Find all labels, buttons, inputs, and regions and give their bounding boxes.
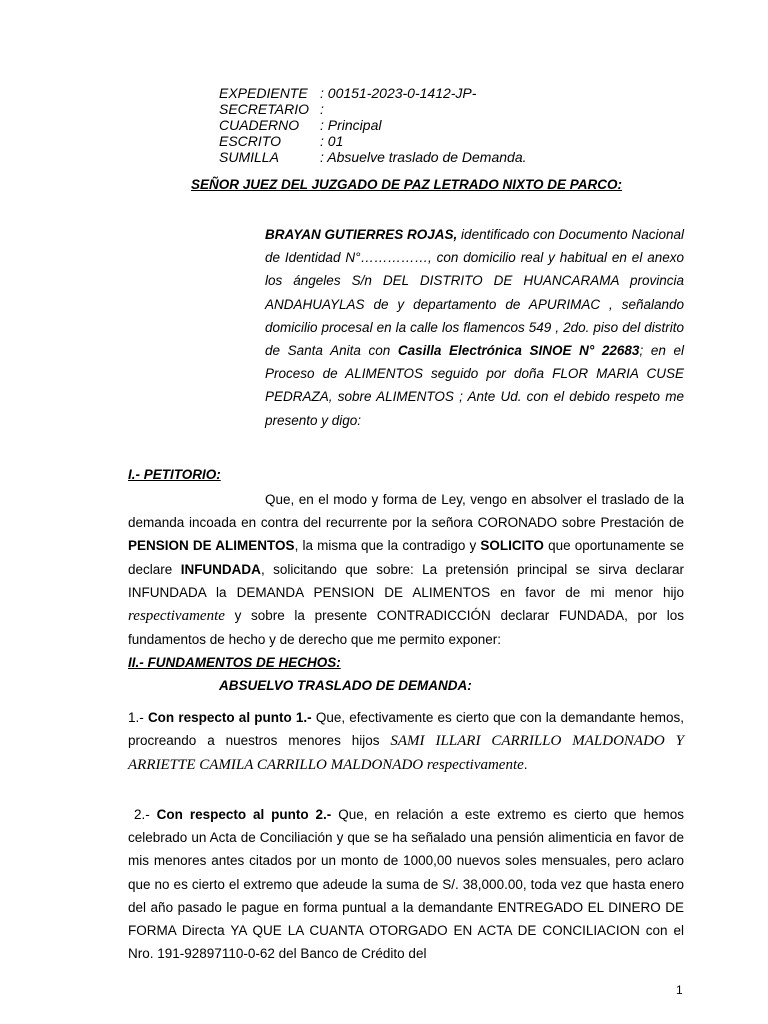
- children-names: SAMI ILLARI CARRILLO MALDONADO Y ARRIETTE CAMILA CARRILLO MALDONADO respectivamente: [128, 733, 684, 774]
- point-number: 2.-: [134, 807, 157, 822]
- court-title: [0, 177, 768, 192]
- point-number: 1.-: [128, 710, 148, 725]
- header-label: SECRETARIO: [219, 101, 309, 117]
- petitorio-text: , solicitando que sobre: La pretensión principal se sirva declarar INFUNDADA la DEMANDA PENSION DE ALIMENTOS en favor de mi menor hijo: [128, 561, 684, 600]
- header-value: :: [320, 101, 324, 117]
- point-lead: Con respecto al punto 1.-: [147, 710, 312, 725]
- court-title-text: SEÑOR JUEZ DEL JUZGADO DE PAZ LETRADO NIXTO DE PARCO:: [190, 177, 623, 192]
- header-label: ESCRITO: [219, 133, 281, 149]
- section-title-petitorio: I.- PETITORIO:: [128, 467, 221, 482]
- petitorio-bold: SOLICITO: [480, 538, 544, 554]
- petitorio-paragraph: [128, 488, 684, 651]
- point-text: .: [523, 757, 528, 773]
- header-label: CUADERNO: [219, 117, 300, 133]
- section-title-fundamentos: II.- FUNDAMENTOS DE HECHOS:: [128, 655, 341, 670]
- header-row-expediente: [219, 85, 527, 101]
- petitorio-text: , la misma que la contradigo y: [294, 538, 481, 554]
- petitorio-text: y sobre la presente CONTRADICCIÓN declarar FUNDADA, por los fundamentos de hecho y de derecho que me permito exponer:: [128, 608, 684, 648]
- case-header: [219, 85, 527, 165]
- header-label: SUMILLA: [219, 149, 279, 165]
- petitorio-text: Que, en el modo y forma de Ley, vengo en absolver el traslado de la demanda incoada en contra del recurrente por la señora CORONADO sobre Prestación de: [128, 492, 684, 531]
- point-1-paragraph: [128, 706, 684, 778]
- casilla-sinoe: Casilla Electrónica SINOE N° 22683: [397, 343, 640, 359]
- intro-text-1: identificado con Documento Nacional de Identidad N°……………, con domicilio real y habitual en el anexo los ángeles S/n DEL DISTRITO DE HUANCARAMA provincia ANDAHUAYLAS de y departamento de APURIMAC , señalando domicilio procesal en la calle los flamencos 549 , 2do. piso del distrito de Santa Anita con: [265, 227, 684, 359]
- header-row-escrito: [219, 133, 527, 149]
- petitioner-name: BRAYAN GUTIERRES ROJAS,: [265, 227, 458, 242]
- page-number: 1: [676, 983, 683, 997]
- petitorio-bold: PENSION DE ALIMENTOS: [128, 538, 295, 554]
- header-row-sumilla: [219, 149, 527, 165]
- point-text: Que, efectivamente es cierto que con la demandante hemos, procreando a nuestros menores hijos: [128, 710, 684, 749]
- point-lead: Con respecto al punto 2.-: [156, 807, 332, 822]
- header-value: : Absuelve traslado de Demanda.: [320, 149, 527, 165]
- point-text: Que, en relación a este extremo es cierto que hemos celebrado un Acta de Conciliación y que se ha señalado una pensión alimenticia en favor de mis menores antes citados por un monto de 1000,00 nuevos soles mensuales, pero aclaro que no es cierto el extremo que adeude la suma de S/. 38,000.00, toda vez que hasta enero del año pasado le pague en forma puntual a la demandante ENTREGADO EL DINERO DE FORMA Directa YA QUE LA CUANTA OTORGADO EN ACTA DE CONCILIACION con el Nro. 191-92897110-0-62 del Banco de Crédito del: [128, 807, 684, 962]
- petitorio-text: que oportunamente se declare: [128, 538, 684, 577]
- header-value: : Principal: [320, 117, 382, 133]
- intro-text-2: ; en el Proceso de ALIMENTOS seguido por doña FLOR MARIA CUSE PEDRAZA, sobre ALIMENTOS ; Ante Ud. con el debido respeto me presento y digo:: [265, 343, 685, 428]
- header-label: EXPEDIENTE: [219, 85, 308, 101]
- petitorio-serif: respectivamente: [128, 608, 225, 625]
- header-row-secretario: [219, 101, 527, 117]
- intro-paragraph: [265, 223, 684, 432]
- subsection-title: ABSUELVO TRASLADO DE DEMANDA:: [219, 678, 472, 693]
- petitorio-bold: INFUNDADA: [180, 561, 261, 577]
- header-value: : 00151-2023-0-1412-JP-: [320, 85, 477, 101]
- header-value: : 01: [320, 133, 344, 149]
- point-2-paragraph: [128, 803, 684, 965]
- header-row-cuaderno: [219, 117, 527, 133]
